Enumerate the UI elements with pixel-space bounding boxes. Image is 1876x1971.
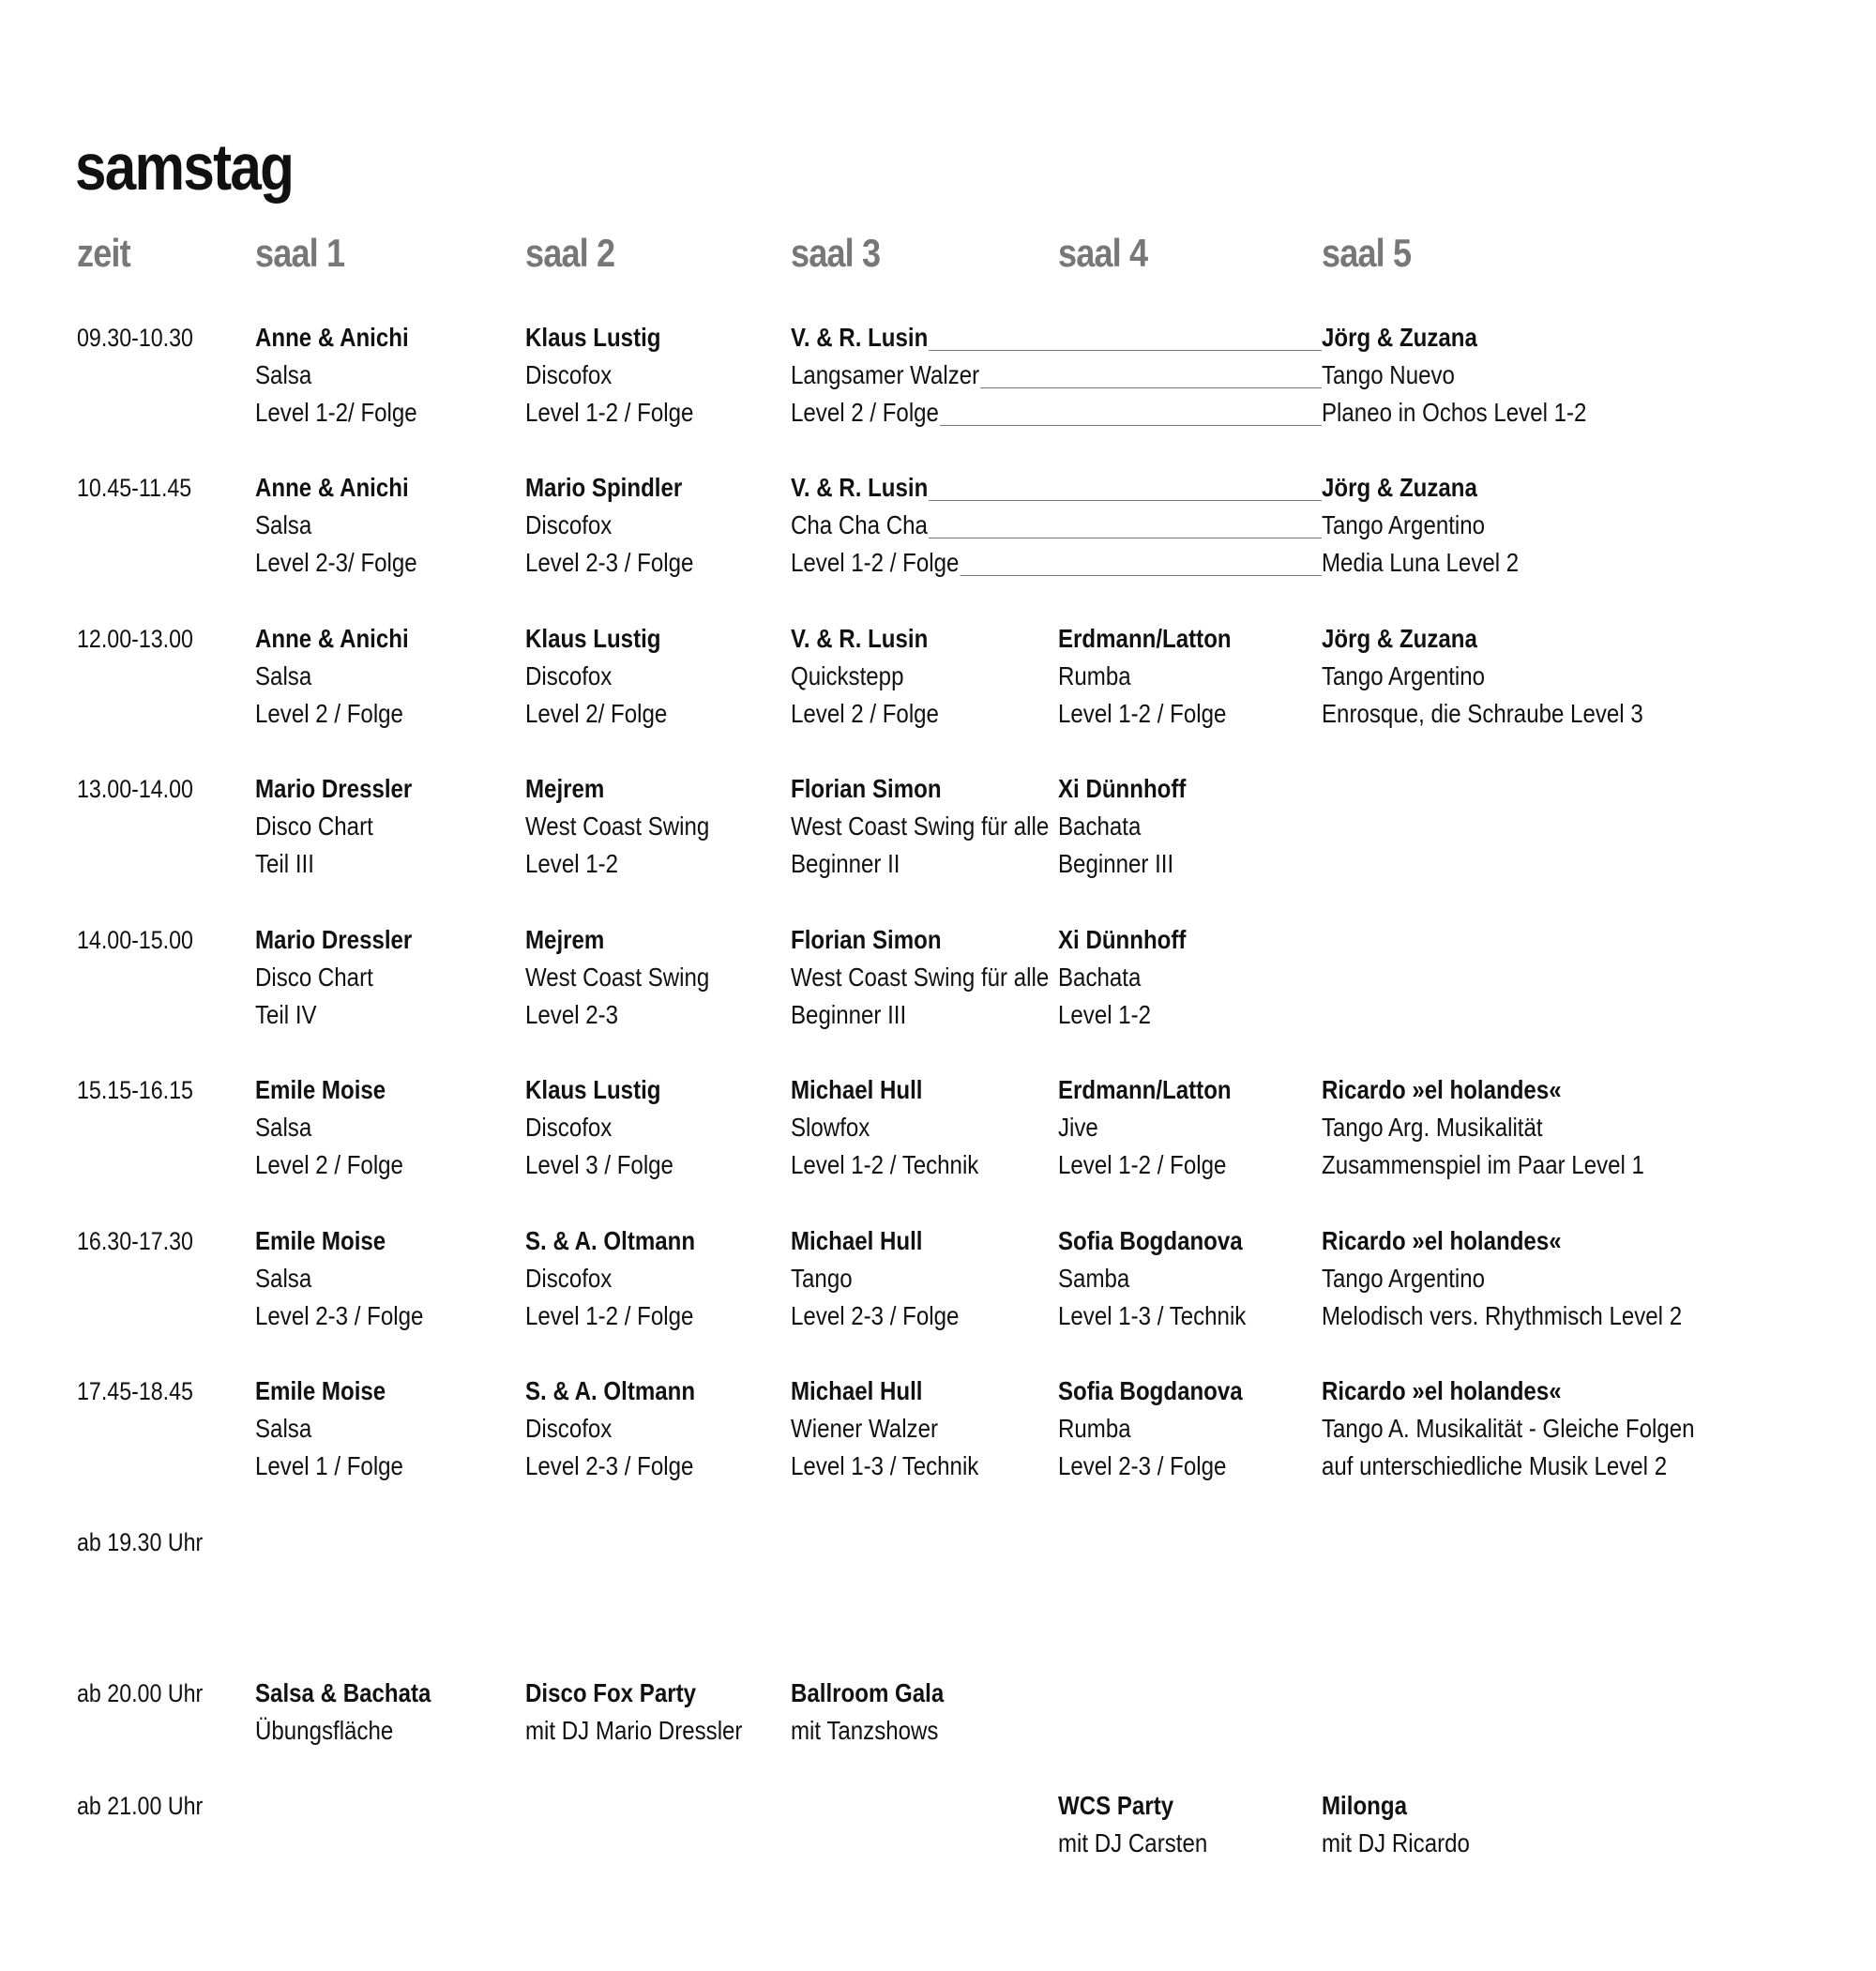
class-cell-saal-1 <box>255 921 439 1034</box>
time-slot: 13.00-14.00 <box>77 775 193 803</box>
class-cell-saal-2 <box>525 921 740 1034</box>
instructor-name: Michael Hull <box>791 1075 923 1104</box>
dance-style: Tango Arg. Musikalität <box>1322 1113 1543 1142</box>
instructor-name: Emile Moise <box>255 1376 386 1405</box>
instructor-name: Florian Simon <box>791 925 942 954</box>
class-level: Level 2 / Folge <box>791 398 939 427</box>
instructor-name: Sofia Bogdanova <box>1058 1376 1243 1405</box>
class-level: Zusammenspiel im Paar Level 1 <box>1322 1150 1644 1179</box>
instructor-name: V. & R. Lusin <box>791 473 929 502</box>
dance-style: Übungsfläche <box>255 1716 394 1745</box>
class-level: Planeo in Ochos Level 1-2 <box>1322 398 1587 427</box>
dance-style: Tango Argentino <box>1322 661 1486 690</box>
dance-style: Langsamer Walzer <box>791 360 980 389</box>
instructor-name: Klaus Lustig <box>525 624 661 653</box>
dance-style: Rumba <box>1058 661 1131 690</box>
instructor-name: V. & R. Lusin <box>791 323 929 352</box>
class-cell-saal-5 <box>1322 1071 1698 1184</box>
column-header-saal-3: saal 3 <box>791 231 881 275</box>
instructor-name: Ricardo »el holandes« <box>1322 1075 1562 1104</box>
instructor-name: Xi Dünnhoff <box>1058 925 1187 954</box>
instructor-name: Mario Spindler <box>525 473 683 502</box>
class-level: Level 1-2 <box>525 849 619 878</box>
class-cell-saal-4 <box>1058 921 1208 1034</box>
instructor-name: Sofia Bogdanova <box>1058 1226 1243 1255</box>
class-cell-saal-4 <box>1058 1372 1274 1485</box>
class-level: Level 2-3 / Folge <box>525 1451 694 1480</box>
class-cell-saal-1 <box>255 1675 461 1750</box>
instructor-name: Ricardo »el holandes« <box>1322 1226 1562 1255</box>
class-level: Melodisch vers. Rhythmisch Level 2 <box>1322 1301 1683 1330</box>
time-slot: 16.30-17.30 <box>77 1227 193 1255</box>
class-level: Level 2-3 / Folge <box>1058 1451 1227 1480</box>
class-level: Level 2-3 / Folge <box>791 1301 960 1330</box>
schedule-row <box>0 921 1876 1043</box>
class-cell-saal-3 <box>791 1675 970 1750</box>
dance-style: Wiener Walzer <box>791 1414 938 1443</box>
dance-style: Quickstepp <box>791 661 904 690</box>
dance-style: Discofox <box>525 360 613 389</box>
class-level: Level 2-3/ Folge <box>255 548 417 577</box>
column-header-saal-2: saal 2 <box>525 231 615 275</box>
instructor-name: Klaus Lustig <box>525 323 661 352</box>
class-cell-saal-2 <box>525 319 722 432</box>
dance-style: Tango A. Musikalität - Gleiche Folgen <box>1322 1414 1695 1443</box>
instructor-name: Jörg & Zuzana <box>1322 624 1477 653</box>
class-level: Level 1-2 <box>1058 1000 1152 1029</box>
dance-style: Disco Chart <box>255 963 373 992</box>
instructor-name: Jörg & Zuzana <box>1322 473 1477 502</box>
dance-style: Jive <box>1058 1113 1098 1142</box>
class-level: Level 2-3 / Folge <box>255 1301 424 1330</box>
dance-style: Slowfox <box>791 1113 870 1142</box>
instructor-name: Jörg & Zuzana <box>1322 323 1477 352</box>
class-cell-saal-5 <box>1322 1222 1742 1335</box>
class-level: Level 2-3 / Folge <box>525 548 694 577</box>
class-level: Level 1-3 / Technik <box>791 1451 979 1480</box>
dance-style: West Coast Swing <box>525 963 710 992</box>
instructor-name: Florian Simon <box>791 774 942 803</box>
class-cell-saal-3 <box>791 1071 1010 1184</box>
column-header-saal-5: saal 5 <box>1322 231 1412 275</box>
instructor-name: Michael Hull <box>791 1226 923 1255</box>
class-level: Level 1-2/ Folge <box>255 398 417 427</box>
class-cell-saal-5 <box>1322 620 1697 733</box>
class-level: Level 2 / Folge <box>255 699 403 728</box>
class-cell-saal-3 <box>791 319 1011 432</box>
class-level: Level 1-2 / Folge <box>525 1301 694 1330</box>
class-level: auf unterschiedliche Musik Level 2 <box>1322 1451 1668 1480</box>
dance-style: Bachata <box>1058 811 1142 841</box>
class-cell-saal-4 <box>1058 620 1261 733</box>
class-cell-saal-1 <box>255 620 434 733</box>
instructor-name: S. & A. Oltmann <box>525 1226 696 1255</box>
dance-style: Discofox <box>525 510 613 539</box>
class-level: Level 1-2 / Folge <box>791 548 960 577</box>
column-header-saal-4: saal 4 <box>1058 231 1148 275</box>
time-slot: ab 19.30 Uhr <box>77 1528 204 1556</box>
dance-style: Tango <box>791 1264 853 1293</box>
class-cell-saal-3 <box>791 770 1092 883</box>
class-cell-saal-1 <box>255 770 439 883</box>
class-level: Level 2-3 <box>525 1000 619 1029</box>
instructor-name: Mario Dressler <box>255 925 413 954</box>
dance-style: Salsa <box>255 661 312 690</box>
instructor-name: Michael Hull <box>791 1376 923 1405</box>
schedule-row <box>0 1222 1876 1344</box>
instructor-name: Anne & Anichi <box>255 624 409 653</box>
class-level: Level 2/ Folge <box>525 699 668 728</box>
instructor-name: Disco Fox Party <box>525 1678 697 1707</box>
class-cell-saal-1 <box>255 319 445 432</box>
class-level: Level 1-2 / Folge <box>1058 1150 1227 1179</box>
dance-style: Salsa <box>255 1414 312 1443</box>
instructor-name: Salsa & Bachata <box>255 1678 431 1707</box>
class-level: Beginner III <box>1058 849 1174 878</box>
class-cell-saal-3 <box>791 921 1092 1034</box>
class-cell-saal-5 <box>1322 319 1630 432</box>
evening-row <box>0 1675 1876 1797</box>
dance-style: mit DJ Mario Dressler <box>525 1716 743 1745</box>
time-slot: 10.45-11.45 <box>77 474 192 502</box>
class-cell-saal-5 <box>1322 1372 1756 1485</box>
schedule-row <box>0 1071 1876 1193</box>
time-slot: ab 20.00 Uhr <box>77 1679 204 1707</box>
instructor-name: Erdmann/Latton <box>1058 624 1232 653</box>
class-cell-saal-4 <box>1058 1222 1278 1335</box>
class-cell-saal-4 <box>1058 1787 1233 1862</box>
instructor-name: Emile Moise <box>255 1226 386 1255</box>
class-cell-saal-1 <box>255 469 445 582</box>
instructor-name: Mario Dressler <box>255 774 413 803</box>
column-header-saal-1: saal 1 <box>255 231 345 275</box>
class-cell-saal-2 <box>525 1071 699 1184</box>
schedule-row <box>0 1372 1876 1494</box>
instructor-name: V. & R. Lusin <box>791 624 929 653</box>
class-cell-saal-2 <box>525 1372 724 1485</box>
dance-style: Bachata <box>1058 963 1142 992</box>
class-cell-saal-5 <box>1322 1787 1495 1862</box>
dance-style: Discofox <box>525 1113 613 1142</box>
column-header-zeit: zeit <box>77 231 130 275</box>
dance-style: West Coast Swing <box>525 811 710 841</box>
dance-style: Discofox <box>525 1414 613 1443</box>
class-cell-saal-2 <box>525 469 722 582</box>
instructor-name: Xi Dünnhoff <box>1058 774 1187 803</box>
time-slot: 15.15-16.15 <box>77 1076 193 1104</box>
dance-style: mit Tanzshows <box>791 1716 939 1745</box>
instructor-name: Mejrem <box>525 774 605 803</box>
class-level: Beginner II <box>791 849 900 878</box>
evening-row <box>0 1787 1876 1909</box>
class-level: Level 2 / Folge <box>255 1150 403 1179</box>
dance-style: Tango Argentino <box>1322 510 1486 539</box>
class-level: Level 1 / Folge <box>255 1451 403 1480</box>
class-cell-saal-3 <box>791 1372 1010 1485</box>
class-level: Teil III <box>255 849 314 878</box>
dance-style: Rumba <box>1058 1414 1131 1443</box>
class-level: Level 1-2 / Folge <box>1058 699 1227 728</box>
class-cell-saal-1 <box>255 1372 429 1485</box>
time-slot: 14.00-15.00 <box>77 926 193 954</box>
instructor-name: Ballroom Gala <box>791 1678 945 1707</box>
class-cell-saal-2 <box>525 770 740 883</box>
time-slot: 09.30-10.30 <box>77 324 193 352</box>
time-slot: 17.45-18.45 <box>77 1377 193 1405</box>
class-cell-saal-5 <box>1322 469 1551 582</box>
time-slot: ab 21.00 Uhr <box>77 1792 204 1820</box>
dance-style: Samba <box>1058 1264 1130 1293</box>
dance-style: Disco Chart <box>255 811 373 841</box>
class-level: Teil IV <box>255 1000 317 1029</box>
dance-style: mit DJ Ricardo <box>1322 1828 1470 1857</box>
class-cell-saal-2 <box>525 1675 779 1750</box>
schedule-row <box>0 319 1876 441</box>
class-level: Beginner III <box>791 1000 907 1029</box>
class-cell-saal-3 <box>791 469 988 582</box>
dance-style: Salsa <box>255 1264 312 1293</box>
evening-row <box>0 1524 1876 1645</box>
instructor-name: Ricardo »el holandes« <box>1322 1376 1562 1405</box>
instructor-name: Mejrem <box>525 925 605 954</box>
class-cell-saal-2 <box>525 620 691 733</box>
schedule-row <box>0 770 1876 892</box>
dance-style: Salsa <box>255 360 312 389</box>
class-cell-saal-3 <box>791 620 964 733</box>
instructor-name: Emile Moise <box>255 1075 386 1104</box>
class-level: Level 3 / Folge <box>525 1150 673 1179</box>
class-level: Level 2 / Folge <box>791 699 939 728</box>
dance-style: mit DJ Carsten <box>1058 1828 1208 1857</box>
class-cell-saal-4 <box>1058 770 1208 883</box>
class-level: Media Luna Level 2 <box>1322 548 1520 577</box>
dance-style: Cha Cha Cha <box>791 510 928 539</box>
instructor-name: Anne & Anichi <box>255 323 409 352</box>
dance-style: West Coast Swing für alle <box>791 811 1050 841</box>
time-slot: 12.00-13.00 <box>77 625 193 653</box>
dance-style: Tango Nuevo <box>1322 360 1455 389</box>
class-level: Enrosque, die Schraube Level 3 <box>1322 699 1643 728</box>
instructor-name: Anne & Anichi <box>255 473 409 502</box>
dance-style: Discofox <box>525 1264 613 1293</box>
class-level: Level 1-2 / Folge <box>525 398 694 427</box>
dance-style: Salsa <box>255 1113 312 1142</box>
schedule-row <box>0 469 1876 591</box>
dance-style: Tango Argentino <box>1322 1264 1486 1293</box>
class-cell-saal-4 <box>1058 1071 1261 1184</box>
dance-style: West Coast Swing für alle <box>791 963 1050 992</box>
class-cell-saal-2 <box>525 1222 724 1335</box>
class-cell-saal-1 <box>255 1071 429 1184</box>
instructor-name: WCS Party <box>1058 1791 1174 1820</box>
class-cell-saal-1 <box>255 1222 452 1335</box>
instructor-name: Milonga <box>1322 1791 1407 1820</box>
class-cell-saal-3 <box>791 1222 988 1335</box>
class-level: Level 1-3 / Technik <box>1058 1301 1247 1330</box>
instructor-name: Klaus Lustig <box>525 1075 661 1104</box>
schedule-row <box>0 620 1876 742</box>
dance-style: Discofox <box>525 661 613 690</box>
dance-style: Salsa <box>255 510 312 539</box>
class-level: Level 1-2 / Technik <box>791 1150 979 1179</box>
instructor-name: S. & A. Oltmann <box>525 1376 696 1405</box>
instructor-name: Erdmann/Latton <box>1058 1075 1232 1104</box>
page-title: samstag <box>75 130 294 204</box>
